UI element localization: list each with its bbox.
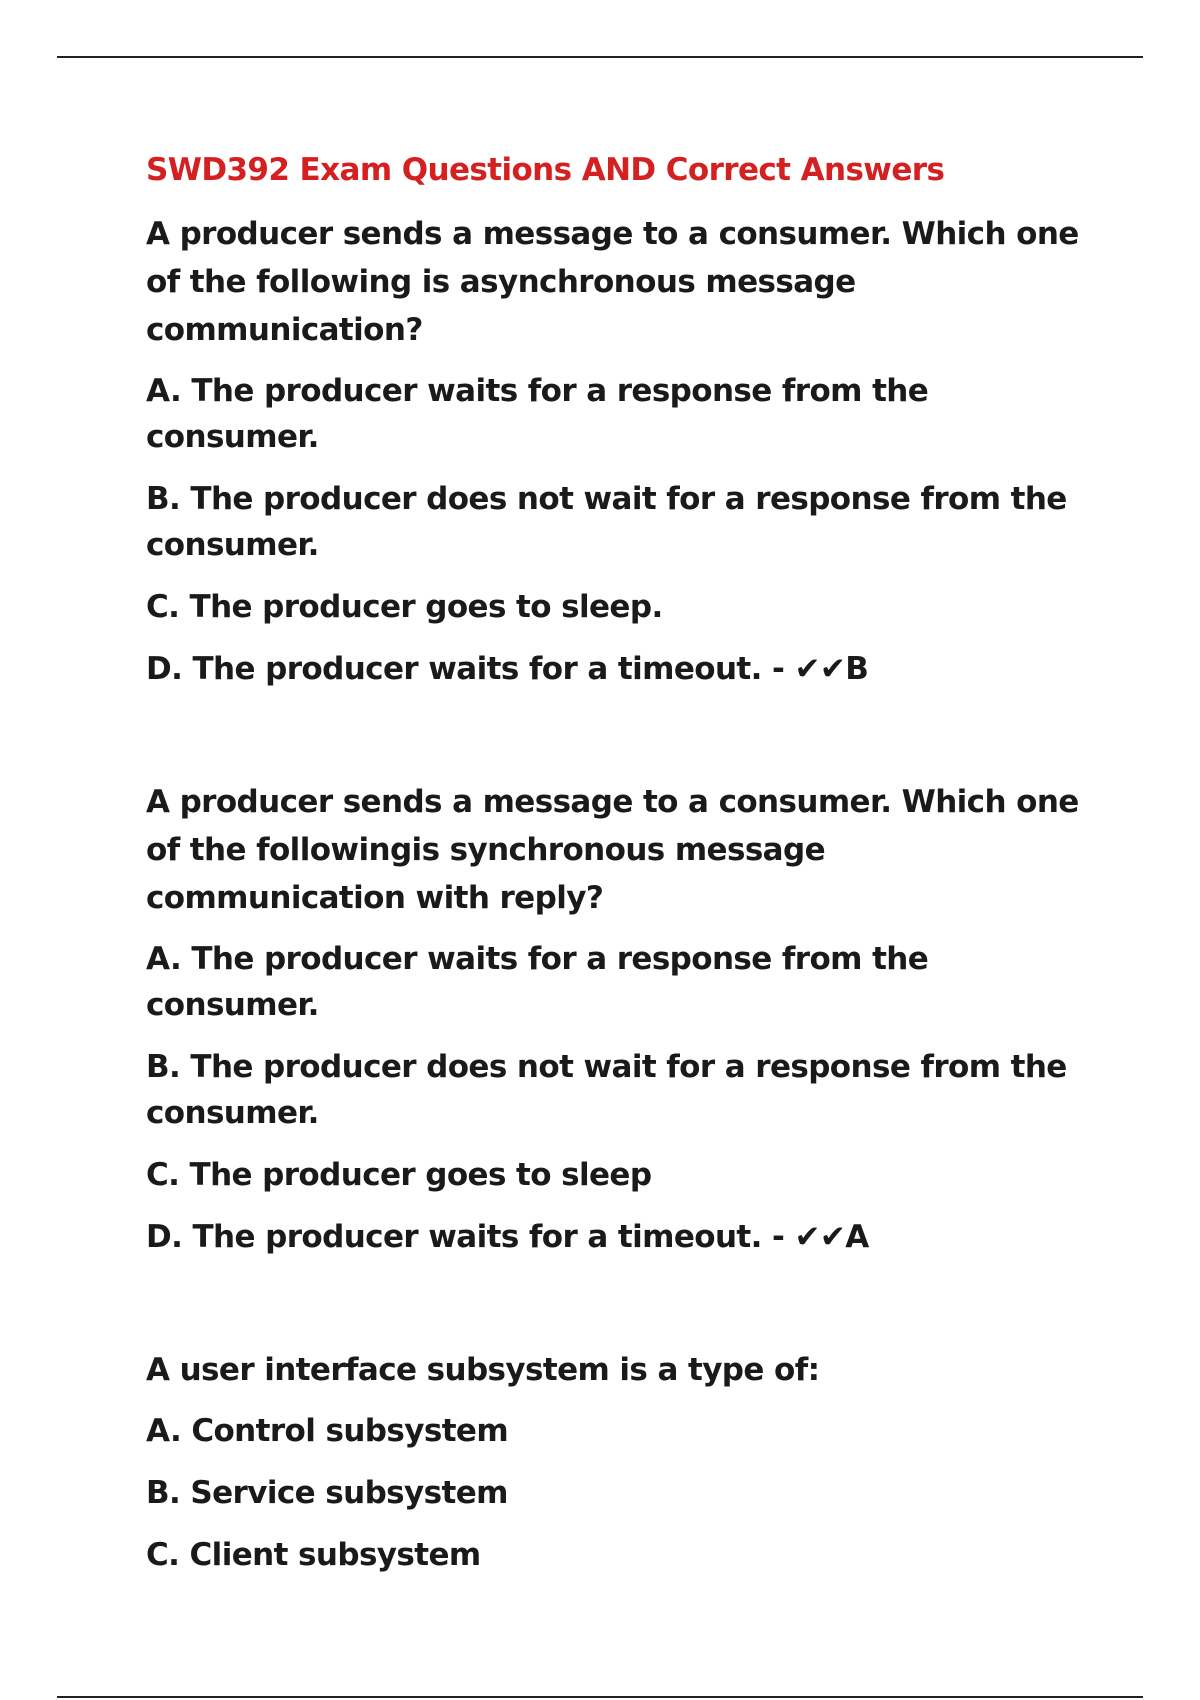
question-spacer: [146, 708, 1086, 778]
header-rule: [57, 56, 1143, 58]
option-b: B. The producer does not wait for a response from the consumer.: [146, 481, 1067, 563]
option-c: C. The producer goes to sleep.: [146, 589, 663, 625]
document-title: SWD392 Exam Questions AND Correct Answers: [146, 152, 945, 188]
question-spacer: [146, 1276, 1086, 1346]
option-d-with-answer: D. The producer waits for a timeout. - ✔✔B: [146, 651, 869, 687]
option-c: C. The producer goes to sleep: [146, 1157, 652, 1193]
question-text: A producer sends a message to a consumer. Which one of the following is asynchronous message communication?: [146, 216, 1079, 348]
option-a: A. The producer waits for a response from the consumer.: [146, 941, 929, 1023]
option-a: A. The producer waits for a response from the consumer.: [146, 373, 929, 455]
document-body: [146, 148, 1086, 1594]
option-a: A. Control subsystem: [146, 1413, 509, 1449]
question-text: A user interface subsystem is a type of:: [146, 1352, 820, 1388]
option-b: B. The producer does not wait for a response from the consumer.: [146, 1049, 1067, 1131]
question-3: [146, 1346, 1086, 1578]
footer-rule: [57, 1696, 1143, 1698]
option-d-with-answer: D. The producer waits for a timeout. - ✔✔A: [146, 1219, 869, 1255]
question-text: A producer sends a message to a consumer. Which one of the followingis synchronous message communication with reply?: [146, 784, 1079, 916]
option-b: B. Service subsystem: [146, 1475, 508, 1511]
question-1: [146, 210, 1086, 692]
question-2: [146, 778, 1086, 1260]
option-c: C. Client subsystem: [146, 1537, 481, 1573]
